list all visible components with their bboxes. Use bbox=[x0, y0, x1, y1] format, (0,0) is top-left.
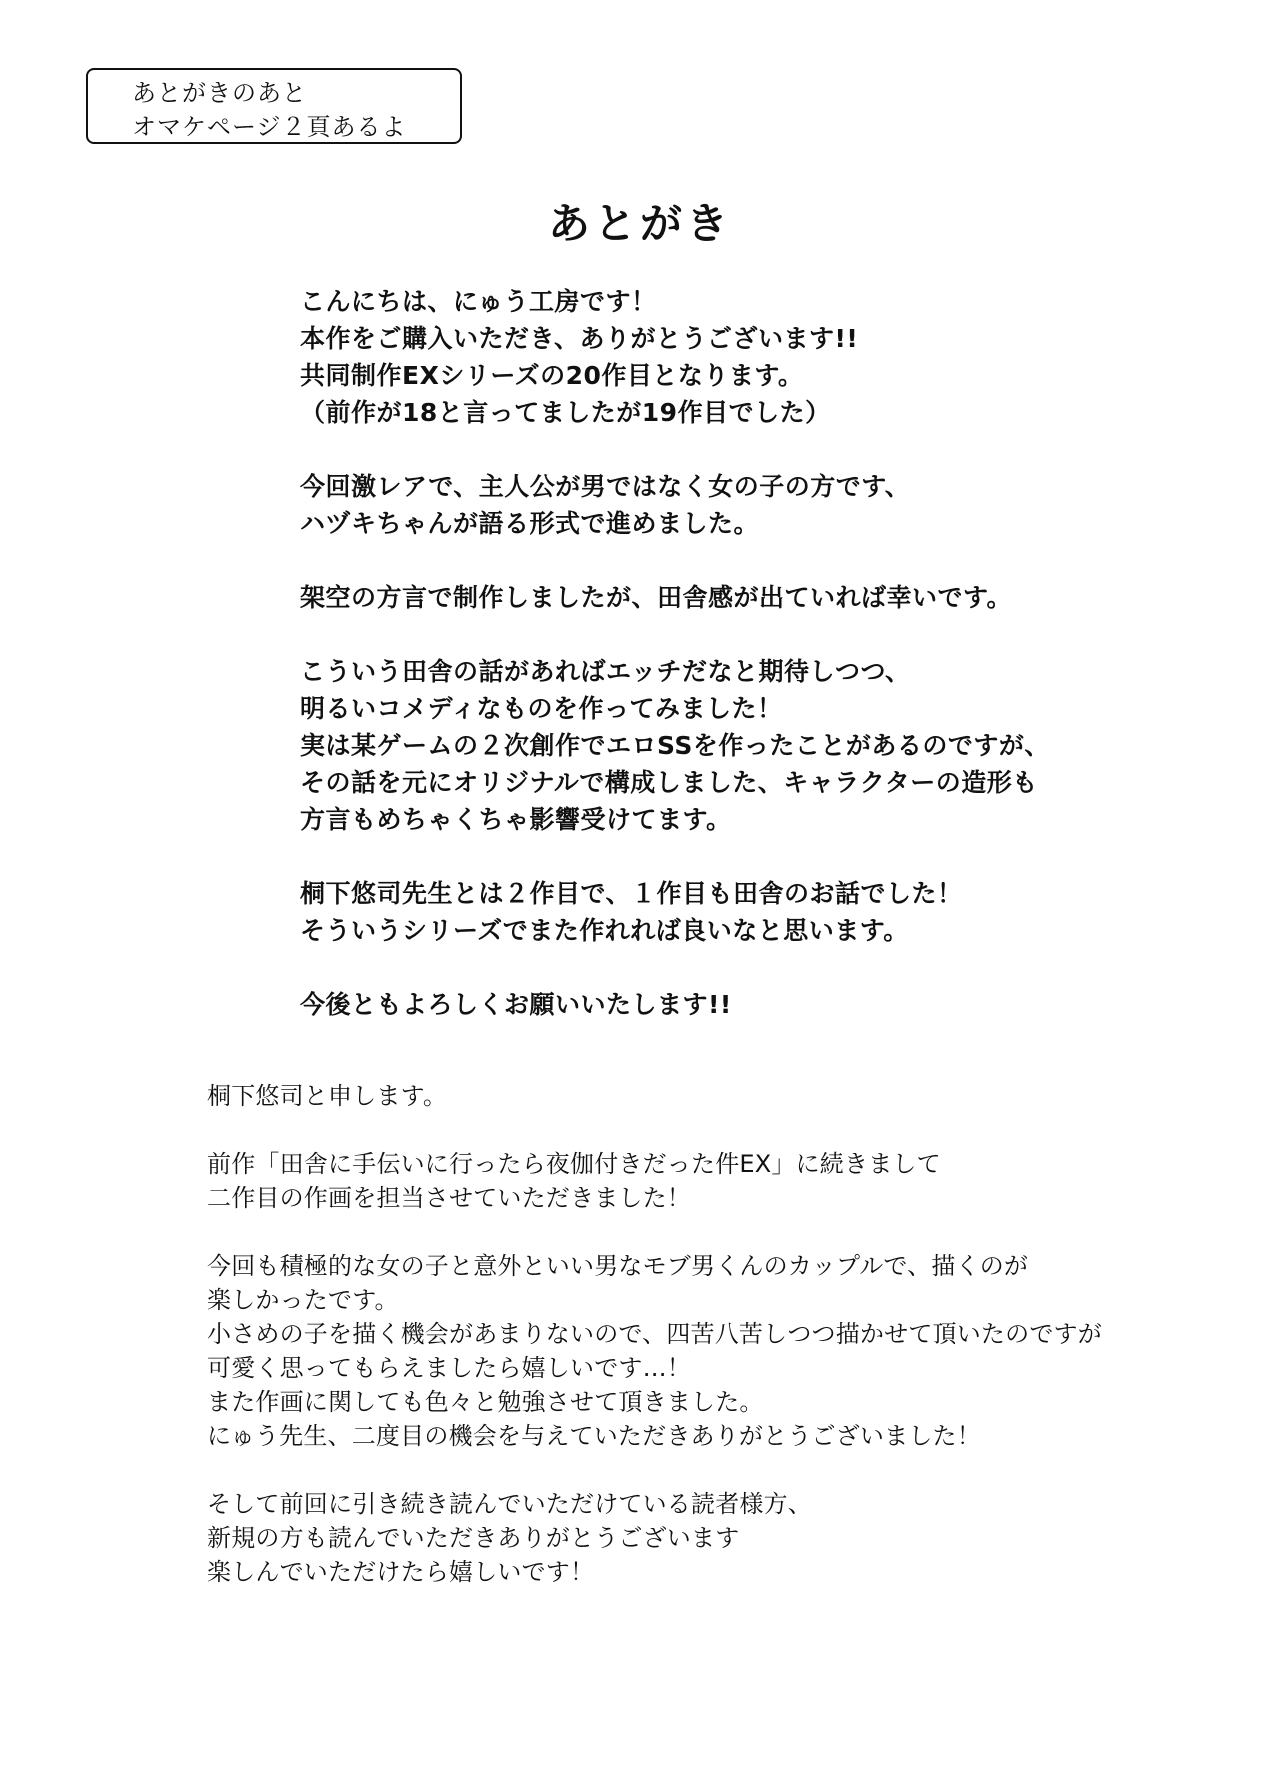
text-line: その話を元にオリジナルで構成しました、キャラクターの造形も bbox=[300, 768, 1038, 797]
text-line: こんにちは、にゅう工房です！ bbox=[300, 287, 657, 316]
text-line: 新規の方も読んでいただきありがとうございます bbox=[207, 1524, 740, 1552]
text-line: 小さめの子を描く機会があまりないので、四苦八苦しつつ描かせて頂いたのですが bbox=[207, 1320, 1102, 1348]
text-line: 可愛く思ってもらえましたら嬉しいです…！ bbox=[207, 1354, 691, 1382]
paragraph bbox=[207, 1487, 1102, 1589]
paragraph bbox=[300, 468, 1050, 542]
text-line: また作画に関しても色々と勉強させて頂きました。 bbox=[207, 1388, 764, 1416]
notice-line: あとがきのあと bbox=[132, 79, 307, 107]
text-line: 桐下悠司先生とは２作目で、１作目も田舎のお話でした！ bbox=[300, 879, 963, 908]
text-line: 楽しんでいただけたら嬉しいです！ bbox=[207, 1558, 595, 1586]
paragraph bbox=[300, 579, 1050, 616]
paragraph bbox=[300, 283, 1050, 431]
page-title: あとがき bbox=[547, 199, 732, 248]
notice-box bbox=[86, 68, 462, 144]
text-line: にゅう先生、二度目の機会を与えていただきありがとうございました！ bbox=[207, 1422, 981, 1450]
author-2-section bbox=[207, 1079, 1102, 1589]
text-line: そして前回に引き続き読んでいただけている読者様方、 bbox=[207, 1490, 812, 1518]
text-line: そういうシリーズでまた作れれば良いなと思います。 bbox=[300, 916, 909, 945]
text-line: 方言もめちゃくちゃ影響受けてます。 bbox=[300, 805, 732, 834]
paragraph bbox=[300, 653, 1050, 838]
text-line: 前作「田舎に手伝いに行ったら夜伽付きだった件EX」に続きまして bbox=[207, 1150, 941, 1178]
paragraph bbox=[207, 1079, 1102, 1113]
text-line: （前作が18と言ってましたが19作目でした） bbox=[300, 398, 831, 427]
text-line: 実は某ゲームの２次創作でエロSSを作ったことがあるのですが、 bbox=[300, 731, 1050, 760]
text-line: 明るいコメディなものを作ってみました！ bbox=[300, 694, 783, 723]
notice-line: オマケページ２頁あるよ bbox=[132, 113, 407, 141]
text-line: 今回激レアで、主人公が男ではなく女の子の方です、 bbox=[300, 472, 911, 501]
text-line: 今回も積極的な女の子と意外といい男なモブ男くんのカップルで、描くのが bbox=[207, 1252, 1029, 1280]
paragraph bbox=[207, 1249, 1102, 1453]
paragraph bbox=[300, 875, 1050, 949]
text-line: 楽しかったです。 bbox=[207, 1286, 399, 1314]
text-line: 二作目の作画を担当させていただきました！ bbox=[207, 1184, 691, 1212]
text-line: ハヅキちゃんが語る形式で進めました。 bbox=[300, 509, 760, 538]
paragraph bbox=[207, 1147, 1102, 1215]
text-line: こういう田舎の話があればエッチだなと期待しつつ、 bbox=[300, 657, 911, 686]
text-line: 桐下悠司と申します。 bbox=[207, 1082, 448, 1110]
author-1-section bbox=[300, 283, 1050, 1023]
text-line: 今後ともよろしくお願いいたします!! bbox=[300, 990, 732, 1019]
text-line: 架空の方言で制作しましたが、田舎感が出ていれば幸いです。 bbox=[300, 583, 1013, 612]
text-line: 共同制作EXシリーズの20作目となります。 bbox=[300, 361, 804, 390]
text-line: 本作をご購入いただき、ありがとうございます!! bbox=[300, 324, 859, 353]
paragraph bbox=[300, 986, 1050, 1023]
